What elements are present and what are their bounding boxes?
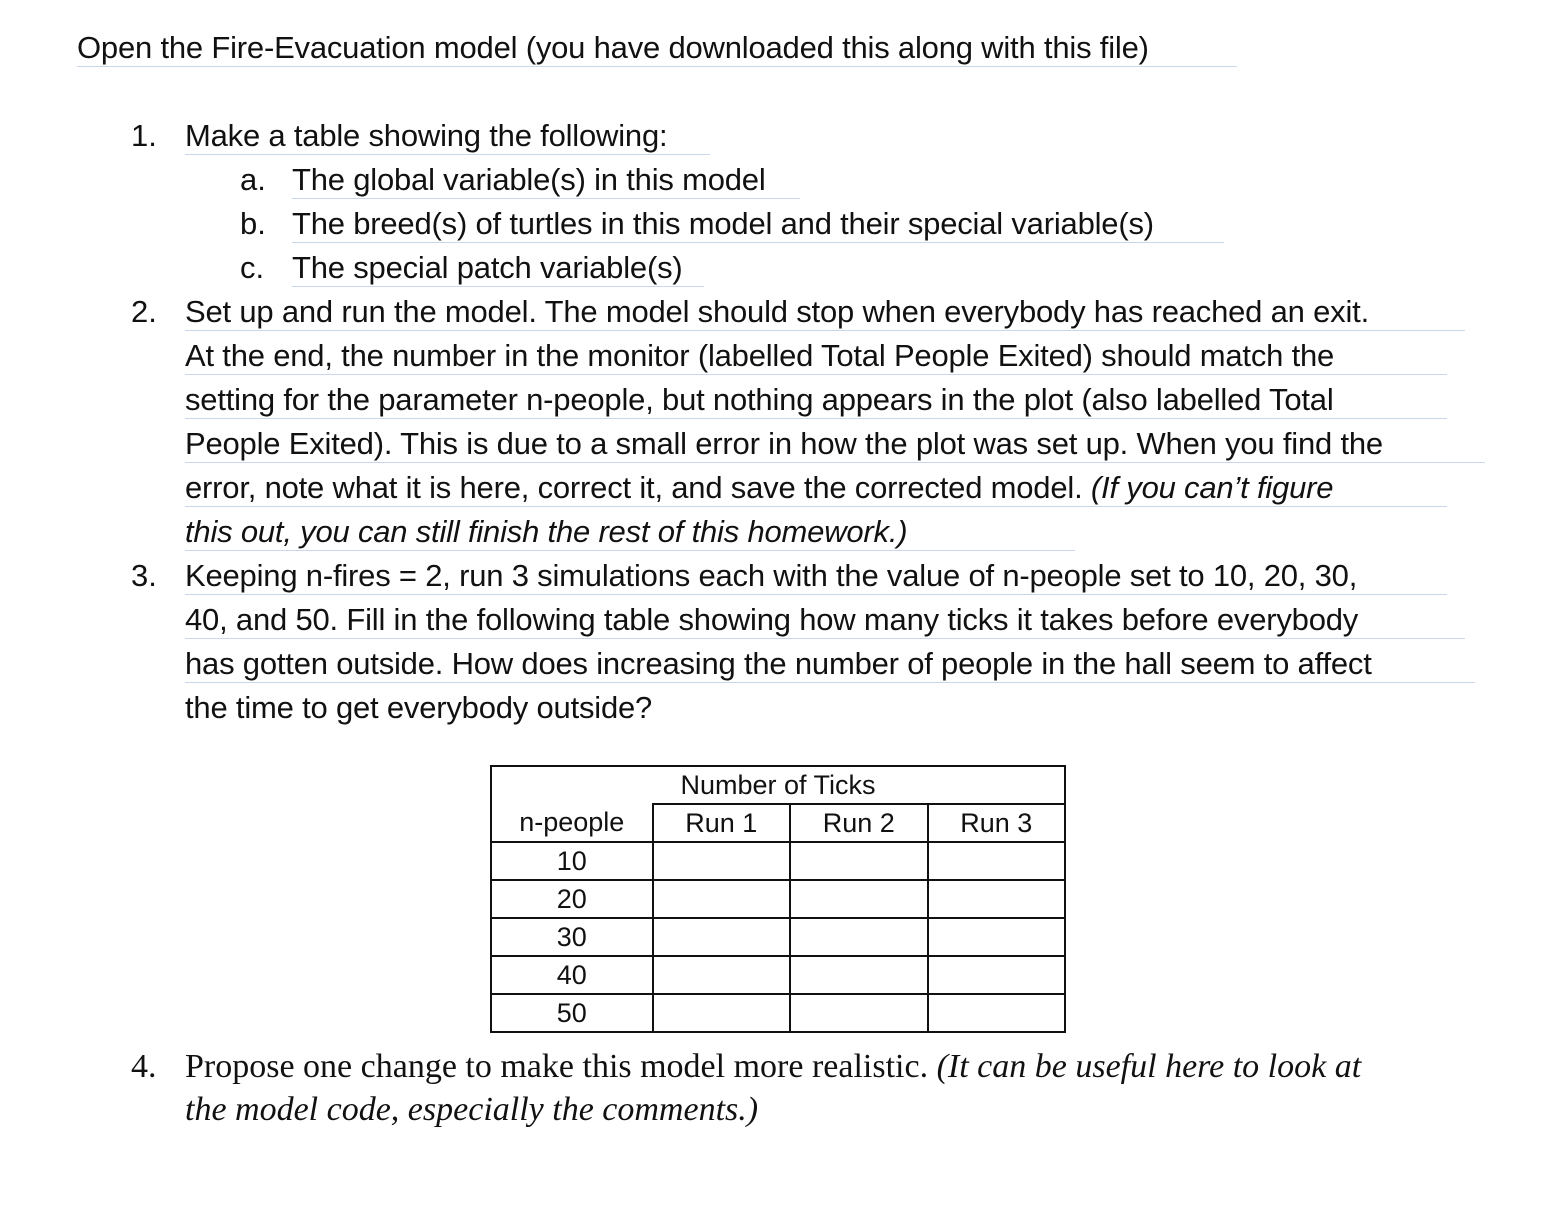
run-3-cell[interactable]: [928, 994, 1066, 1032]
item-2-italic-tail: (If you can’t figure: [1090, 470, 1334, 505]
run-1-cell[interactable]: [653, 956, 790, 994]
item-3-underline-3: [185, 682, 1475, 683]
n-people-cell: 30: [491, 918, 653, 956]
item-2-underline-2: [185, 374, 1447, 375]
run-1-cell[interactable]: [653, 918, 790, 956]
item-4-line-1: [185, 1049, 1361, 1085]
item-1c-text: The special patch variable(s): [292, 250, 683, 285]
run-2-cell[interactable]: [790, 956, 927, 994]
number-of-ticks-header: Number of Ticks: [491, 766, 1065, 804]
item-2-italic-line: this out, you can still finish the rest of this homework.): [185, 514, 908, 549]
table-group-header-row: [491, 766, 1065, 804]
n-people-cell: 40: [491, 956, 653, 994]
item-2-line-2: At the end, the number in the monitor (labelled Total People Exited) should match the: [185, 338, 1335, 373]
item-1c-underline: [292, 286, 704, 287]
table-row: [491, 918, 1065, 956]
item-3-line-4: the time to get everybody outside?: [185, 690, 653, 725]
run-2-cell[interactable]: [790, 994, 927, 1032]
run-2-cell[interactable]: [790, 842, 927, 880]
item-2-number: 2.: [131, 294, 157, 329]
run-3-cell[interactable]: [928, 918, 1066, 956]
table-row: [491, 880, 1065, 918]
table-header-row: [491, 804, 1065, 842]
col-header-run-1: Run 1: [653, 804, 790, 842]
item-4-text: Propose one change to make this model more realistic.: [185, 1048, 937, 1085]
run-3-cell[interactable]: [928, 842, 1066, 880]
run-1-cell[interactable]: [653, 880, 790, 918]
item-2-underline-5: [185, 506, 1447, 507]
item-2-line-3: setting for the parameter n-people, but nothing appears in the plot (also labelled Total: [185, 382, 1334, 417]
n-people-cell: 10: [491, 842, 653, 880]
item-1a-letter: a.: [240, 162, 266, 197]
table-row: [491, 842, 1065, 880]
item-1b-underline: [292, 242, 1224, 243]
item-3-line-2: 40, and 50. Fill in the following table showing how many ticks it takes before everybody: [185, 602, 1359, 637]
item-4-number: 4.: [131, 1048, 157, 1085]
col-header-run-3: Run 3: [928, 804, 1066, 842]
ticks-table: [490, 765, 1066, 1033]
item-2-line-1: Set up and run the model. The model should stop when everybody has reached an exit.: [185, 294, 1369, 329]
table-row: [491, 994, 1065, 1032]
col-header-n-people: n-people: [491, 804, 653, 842]
item-1a-text: The global variable(s) in this model: [292, 162, 766, 197]
run-1-cell[interactable]: [653, 994, 790, 1032]
item-4-italic-line: the model code, especially the comments.): [185, 1091, 759, 1128]
item-1b-letter: b.: [240, 206, 266, 241]
n-people-cell: 20: [491, 880, 653, 918]
item-2-line-5-text: error, note what it is here, correct it, and save the corrected model.: [185, 470, 1091, 505]
item-3-line-1: Keeping n-fires = 2, run 3 simulations each with the value of n-people set to 10, 20, 30,: [185, 558, 1358, 593]
intro-text: Open the Fire-Evacuation model (you have downloaded this along with this file): [77, 30, 1149, 65]
item-2-line-5: [185, 470, 1333, 506]
item-2-underline-3: [185, 418, 1447, 419]
item-1-underline: [185, 154, 710, 155]
run-3-cell[interactable]: [928, 880, 1066, 918]
item-2-underline-1: [185, 330, 1465, 331]
run-2-cell[interactable]: [790, 918, 927, 956]
item-4-italic-tail: (It can be useful here to look at: [936, 1048, 1362, 1085]
item-2-underline-6: [185, 550, 1075, 551]
table-row: [491, 956, 1065, 994]
item-3-line-3: has gotten outside. How does increasing the number of people in the hall seem to affect: [185, 646, 1372, 681]
item-2-underline-4: [185, 462, 1485, 463]
col-header-run-2: Run 2: [790, 804, 927, 842]
item-3-underline-1: [185, 594, 1447, 595]
item-1-text: Make a table showing the following:: [185, 118, 668, 153]
item-1a-underline: [292, 198, 800, 199]
item-1-number: 1.: [131, 118, 157, 153]
n-people-cell: 50: [491, 994, 653, 1032]
run-3-cell[interactable]: [928, 956, 1066, 994]
item-1b-text: The breed(s) of turtles in this model and their special variable(s): [292, 206, 1154, 241]
item-3-underline-2: [185, 638, 1465, 639]
item-1c-letter: c.: [240, 250, 265, 285]
item-3-number: 3.: [131, 558, 157, 593]
intro-underline: [77, 66, 1237, 67]
run-1-cell[interactable]: [653, 842, 790, 880]
item-2-line-4: People Exited). This is due to a small error in how the plot was set up. When you find the: [185, 426, 1383, 461]
run-2-cell[interactable]: [790, 880, 927, 918]
